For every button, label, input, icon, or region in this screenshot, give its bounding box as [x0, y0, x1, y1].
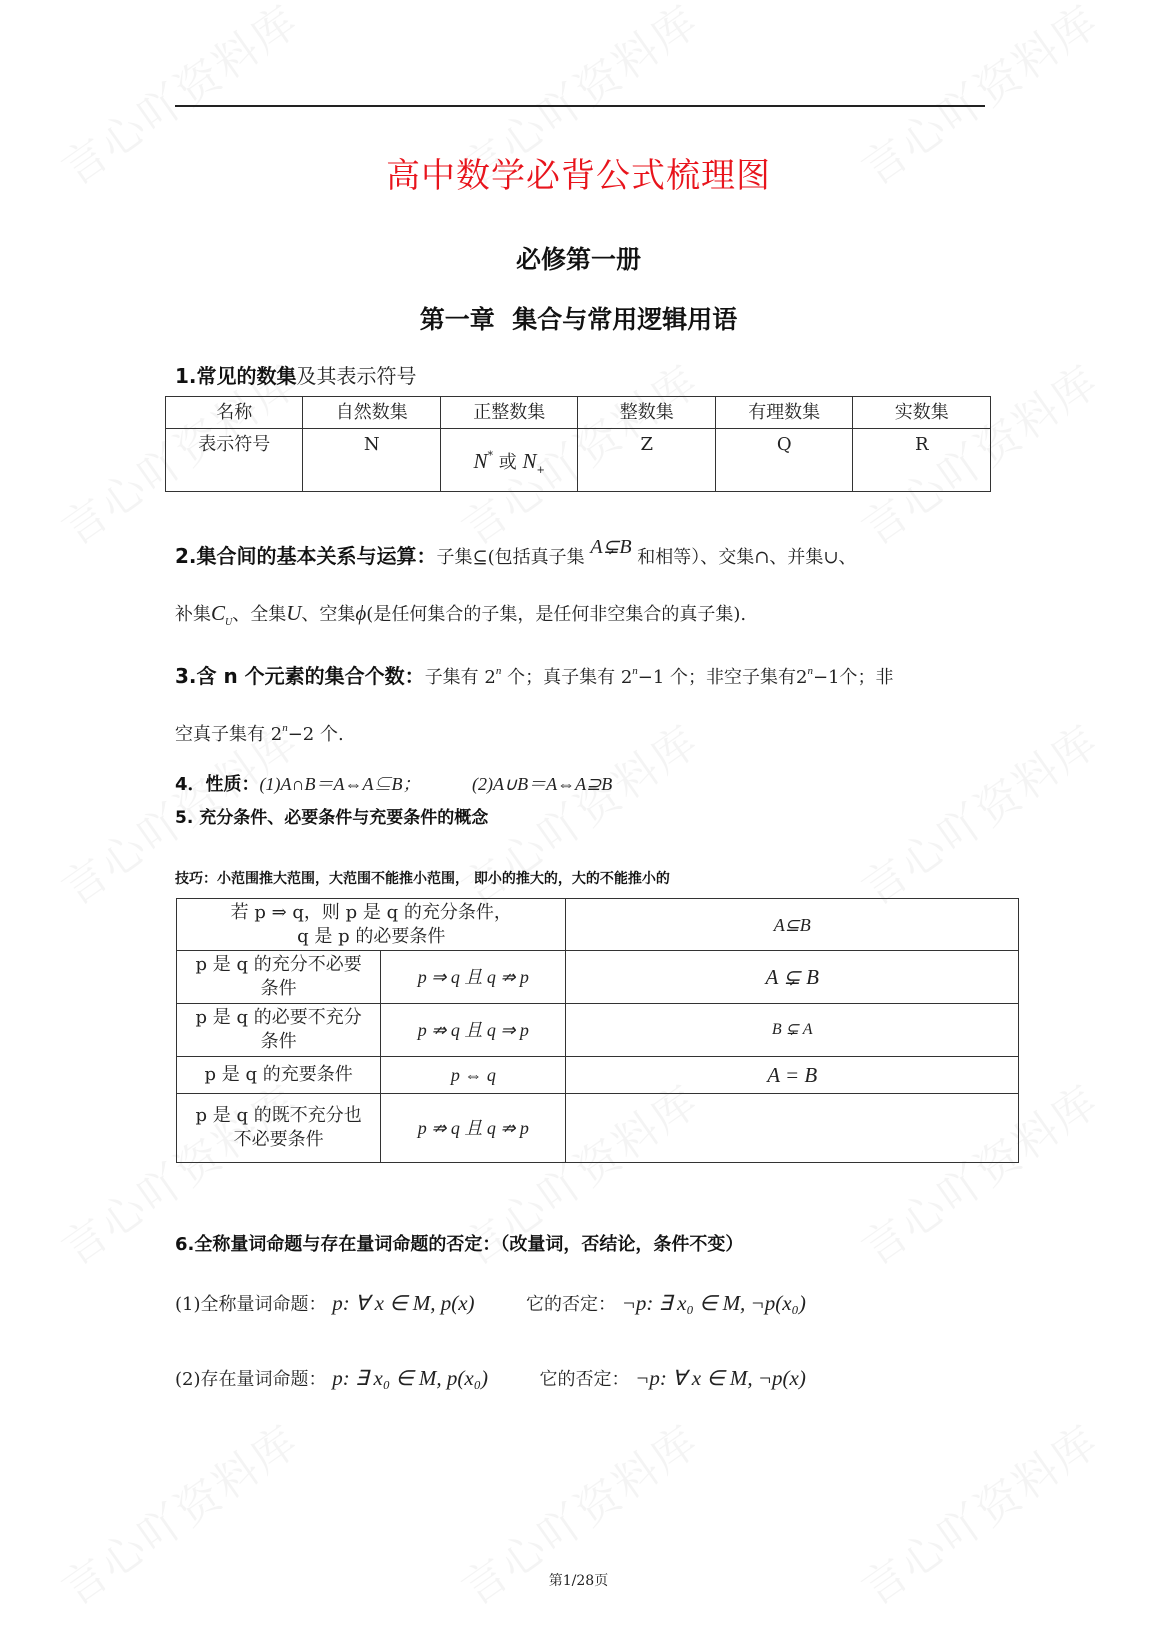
exponent-n: n	[807, 665, 814, 677]
section5-tip: 技巧：小范围推大范围，大范围不能推小范围， 即小的推大的，大的不能推小的	[175, 871, 670, 887]
section2-text: 和相等）、交集∩、并集∪、	[637, 547, 857, 568]
chapter-title: 第一章 集合与常用逻辑用语	[419, 305, 738, 334]
section1-heading-bold: 1.常见的数集	[175, 364, 297, 388]
section3-line1	[175, 660, 894, 689]
natural-numbers-symbol: N	[303, 429, 440, 492]
positive-integers-symbol	[440, 429, 578, 492]
universal-set-symbol: U	[286, 601, 302, 625]
watermark	[847, 707, 1110, 918]
empty-set-symbol: ϕ	[355, 601, 367, 625]
section2-line1	[175, 536, 857, 569]
row-label: 表示符号	[166, 429, 303, 492]
exponent-n: n	[282, 722, 288, 734]
section1-heading	[175, 360, 417, 389]
conditions-table	[176, 898, 1019, 1163]
symbol-plus: +	[536, 465, 545, 476]
complement-subscript: U	[225, 617, 233, 628]
section2-text: 补集	[175, 604, 211, 625]
exponent-n: n	[632, 665, 638, 677]
rationals-symbol: Q	[715, 429, 852, 492]
section3-heading: 3.含 n 个元素的集合个数：	[175, 664, 425, 688]
proper-subset-formula: A⊊B	[590, 536, 632, 558]
existential-proposition-line	[175, 1365, 806, 1391]
section3-text: −2 个.	[287, 724, 344, 745]
table-header-cell: 实数集	[853, 397, 991, 429]
section2-text: 、全集	[232, 604, 287, 625]
section2-line2	[175, 600, 746, 628]
condition-sets: A = B	[566, 1057, 1019, 1094]
condition-label: p 是 q 的充分不必要 条件	[177, 951, 381, 1004]
negation-label: 它的否定：	[525, 1294, 616, 1315]
condition-sets	[566, 1094, 1019, 1163]
section1-heading-rest: 及其表示符号	[296, 364, 417, 388]
integers-symbol: Z	[578, 429, 715, 492]
header-rule	[175, 105, 985, 107]
condition-sets: A ⊊ B	[566, 951, 1019, 1004]
property-2: (2)A∪B＝A⇔A⊇B	[471, 774, 613, 794]
complement-symbol: C	[211, 601, 226, 625]
exponent-n: n	[495, 665, 502, 677]
universal-label: (1)全称量词命题：	[175, 1294, 327, 1315]
section2-heading: 2.集合间的基本关系与运算：	[175, 544, 437, 568]
section5-heading: 5. 充分条件、必要条件与充要条件的概念	[175, 808, 489, 828]
section4-line	[175, 770, 612, 796]
section2-text: 子集⊆(包括真子集	[436, 547, 585, 568]
table-header-cell: 整数集	[578, 397, 715, 429]
existential-negation: ¬p: ∀ x ∈ M, ¬p(x)	[635, 1366, 806, 1390]
volume-title: 必修第一册	[515, 245, 641, 274]
reals-symbol: R	[853, 429, 991, 492]
table-header-cell: 有理数集	[715, 397, 852, 429]
section3-text: 空真子集有 2	[175, 724, 283, 745]
symbol-n: N	[473, 449, 488, 473]
page-title: 高中数学必背公式梳理图	[386, 156, 771, 196]
universal-proposition-line	[175, 1290, 806, 1316]
existential-label: (2)存在量词命题：	[175, 1369, 327, 1390]
section3-text: −1个；非	[813, 667, 894, 688]
condition-logic: p ⇒ q 且 q ⇏ p	[381, 951, 566, 1004]
table-header-cell: 正整数集	[440, 397, 578, 429]
universal-negation: ¬p: ∃ x₀ ∈ M, ¬p(x₀)	[621, 1291, 806, 1315]
table-header-cell: 自然数集	[303, 397, 440, 429]
page-number: 第1/28页	[548, 1573, 609, 1589]
section6-heading: 6.全称量词命题与存在量词命题的否定：（改量词，否结论，条件不变）	[175, 1234, 744, 1255]
section3-line2	[175, 720, 344, 746]
table-header-cell: 名称	[166, 397, 303, 429]
universal-proposition: p: ∀ x ∈ M, p(x)	[332, 1291, 475, 1315]
symbol-n: N	[522, 449, 537, 473]
condition-label: p 是 q 的既不充分也 不必要条件	[177, 1094, 381, 1163]
condition-logic: p ⇏ q 且 q ⇏ p	[381, 1094, 566, 1163]
condition-label: p 是 q 的必要不充分 条件	[177, 1004, 381, 1057]
section2-text: (是任何集合的子集，是任何非空集合的真子集).	[366, 604, 747, 625]
negation-label: 它的否定：	[539, 1369, 630, 1390]
symbol-or: 或	[498, 452, 517, 473]
section4-heading: 4．性质：	[175, 774, 260, 795]
section2-text: 、空集	[301, 604, 356, 625]
symbol-star: *	[487, 449, 494, 462]
condition-sets: A⊆B	[566, 899, 1019, 951]
section3-text: −1 个；非空子集有2	[637, 667, 808, 688]
condition-definition: 若 p ⇒ q，则 p 是 q 的充分条件， q 是 p 的必要条件	[177, 899, 566, 951]
property-1: (1)A∩B＝A⇔A⊆B；	[259, 774, 421, 794]
existential-proposition: p: ∃ x₀ ∈ M, p(x₀)	[332, 1366, 489, 1390]
condition-logic: p ⇏ q 且 q ⇒ p	[381, 1004, 566, 1057]
section3-text: 个；真子集有 2	[507, 667, 633, 688]
condition-logic: p ⇔ q	[381, 1057, 566, 1094]
condition-label: p 是 q 的充要条件	[177, 1057, 381, 1094]
number-sets-table	[165, 396, 991, 492]
condition-sets: B ⊊ A	[566, 1004, 1019, 1057]
section3-text: 子集有 2	[424, 667, 496, 688]
